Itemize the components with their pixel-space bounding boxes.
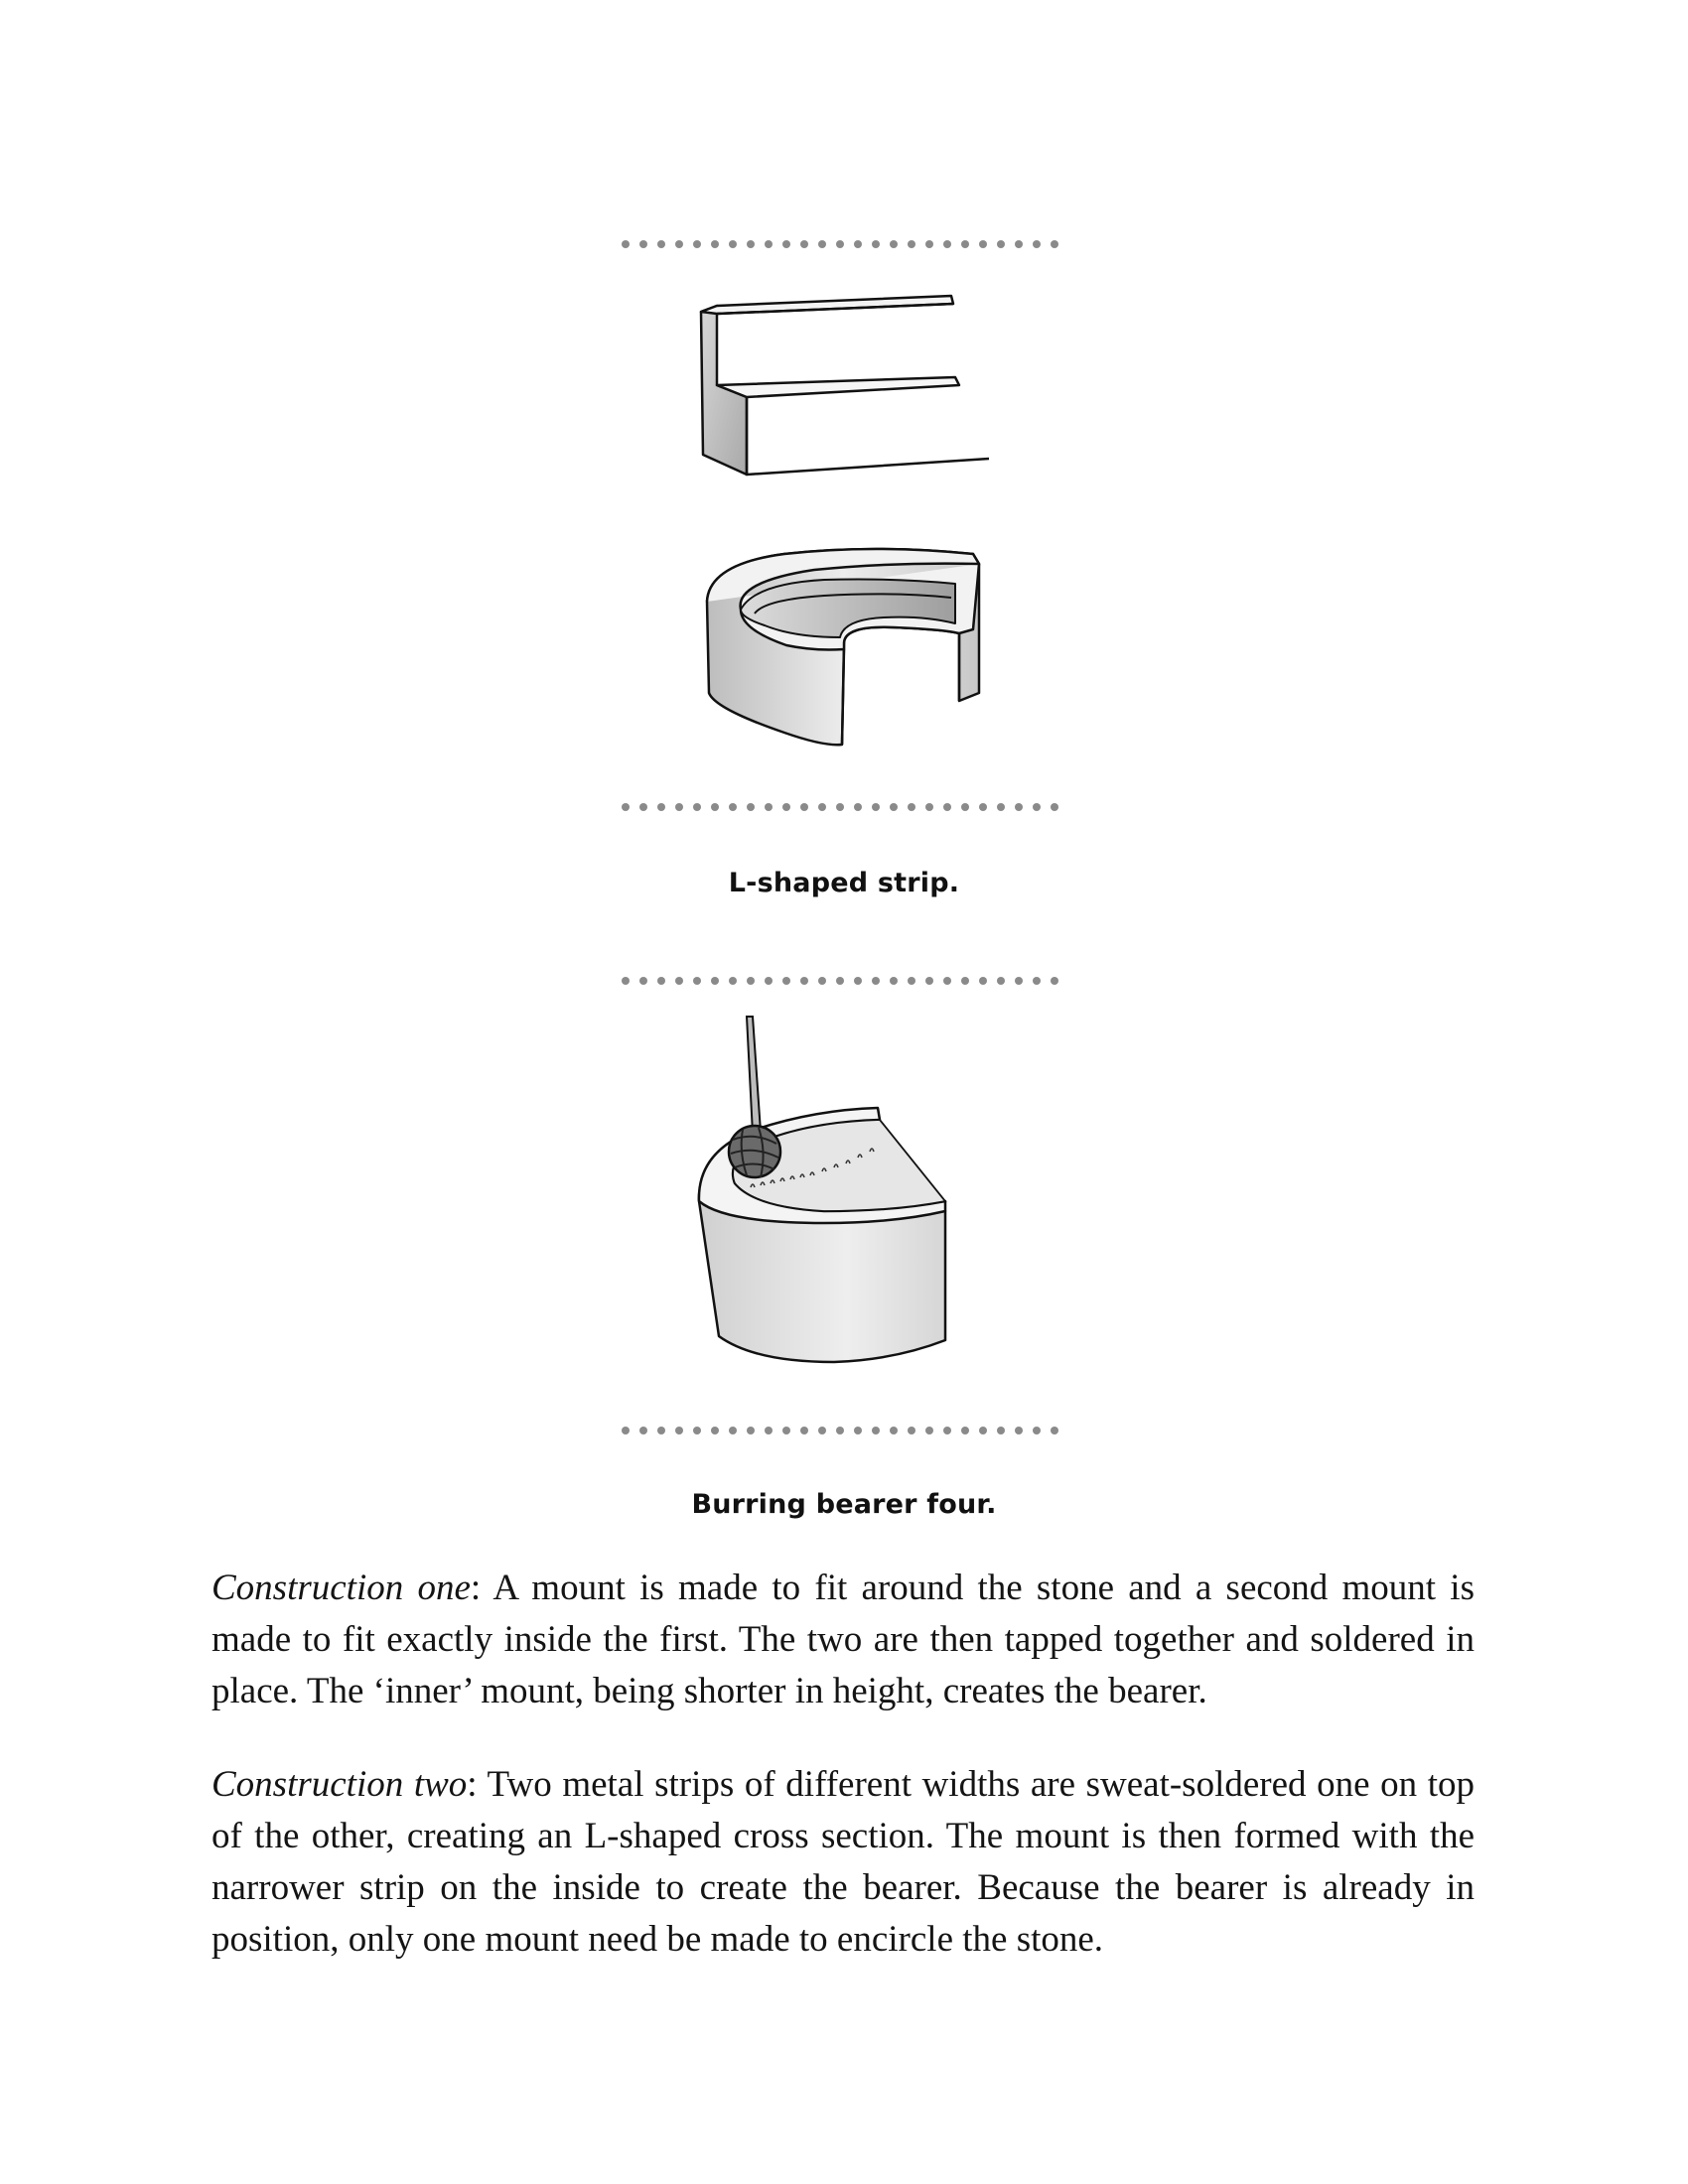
dot-divider [620, 800, 1068, 814]
burring-tool-illustration [695, 1013, 973, 1375]
paragraph-text: Two metal strips of different widths are sweat-soldered one on top of the other, creating an L-shaped cross section. The mount is then formed with the narrower strip on the inside to create the bearer. Because the bearer is already in position, only one mount need be made to encircle the stone. [211, 1764, 1475, 1960]
paragraph-lead: Construction one [211, 1568, 471, 1608]
dot-divider [620, 1424, 1068, 1437]
paragraph [211, 1759, 1475, 1966]
formed-mount-illustration [695, 534, 993, 757]
l-strip-illustration [695, 286, 1003, 489]
dot-divider [620, 974, 1068, 988]
paragraph-sep: : [467, 1764, 478, 1805]
paragraph [211, 1563, 1475, 1717]
dot-divider [620, 237, 1068, 251]
paragraph-text: A mount is made to fit around the stone and a second mount is made to fit exactly inside the first. The two are then tapped together and soldered in place. The ‘inner’ mount, being shorter in height, creates the bearer. [211, 1568, 1475, 1711]
paragraph-lead: Construction two [211, 1764, 468, 1805]
paragraph-sep: : [470, 1568, 482, 1608]
figure-caption: Burring bearer four. [691, 1489, 997, 1520]
figure-caption: L-shaped strip. [728, 868, 960, 898]
